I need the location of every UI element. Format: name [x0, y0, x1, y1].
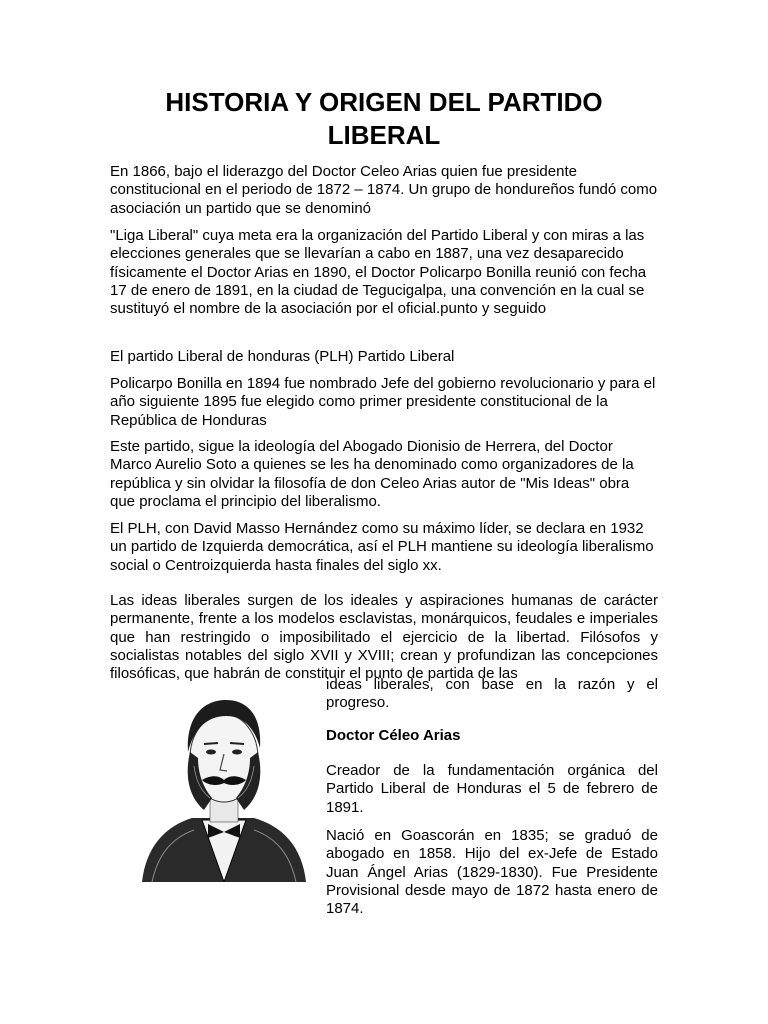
paragraph-7: Las ideas liberales surgen de los ideales y aspiraciones humanas de carácter permanente, frente a los modelos esclavistas, monárquicos, feudales e imperiales que han restringido o imposibilitado el ejercicio de la libertad. Filósofos y socialistas notables del siglo XVII y XVIII; crean y profundizan las concepciones filosóficas, que habrán de constituir el punto de partida de las: [110, 592, 658, 683]
page-title: HISTORIA Y ORIGEN DEL PARTIDO LIBERAL: [165, 87, 603, 150]
bio-paragraph-2: Nació en Goascorán en 1835; se graduó de abogado en 1858. Hijo del ex-Jefe de Estado Juan Ángel Arias (1829-1830). Fue Presidente Provisional desde mayo de 1872 hasta enero de 1874.: [326, 827, 658, 918]
portrait-engraving: [132, 686, 312, 882]
paragraph-7-continuation: ideas liberales, con base en la razón y el progreso.: [326, 676, 658, 712]
paragraph-3: El partido Liberal de honduras (PLH) Partido Liberal: [110, 348, 455, 365]
paragraph-2: "Liga Liberal" cuya meta era la organización del Partido Liberal y con miras a las elecciones generales que se llevarían a cabo en 1887, una vez desaparecido físicamente el Doctor Arias en 1890, el Doctor Policarpo Bonilla reunió con fecha 17 de enero de 1891, en la ciudad de Tegucigalpa, una convención en la cual se sustituyó el nombre de la asociación por el oficial.punto y seguido: [110, 227, 647, 318]
paragraph-5: Este partido, sigue la ideología del Abogado Dionisio de Herrera, del Doctor Marco Aurelio Soto a quienes se les ha denominado como organizadores de la república y sin olvidar la filosofía de don Celeo Arias autor de "Mis Ideas" obra que proclama el principio del liberalismo.: [110, 438, 634, 510]
paragraph-1: En 1866, bajo el liderazgo del Doctor Celeo Arias quien fue presidente constitucional en el periodo de 1872 – 1874. Un grupo de hondureños fundó como asociación un partido que se denominó: [110, 163, 658, 217]
bio-heading: Doctor Céleo Arias: [326, 727, 461, 744]
bio-paragraph-1: Creador de la fundamentación orgánica del Partido Liberal de Honduras el 5 de febrero de 1891.: [326, 762, 658, 816]
paragraph-6: El PLH, con David Masso Hernández como su máximo líder, se declara en 1932 un partido de Izquierda democrática, así el PLH mantiene su ideología liberalismo social o Centroizquierda hasta finales del siglo xx.: [110, 520, 654, 574]
paragraph-4: Policarpo Bonilla en 1894 fue nombrado Jefe del gobierno revolucionario y para el año siguiente 1895 fue elegido como primer presidente constitucional de la República de Honduras: [110, 375, 656, 429]
